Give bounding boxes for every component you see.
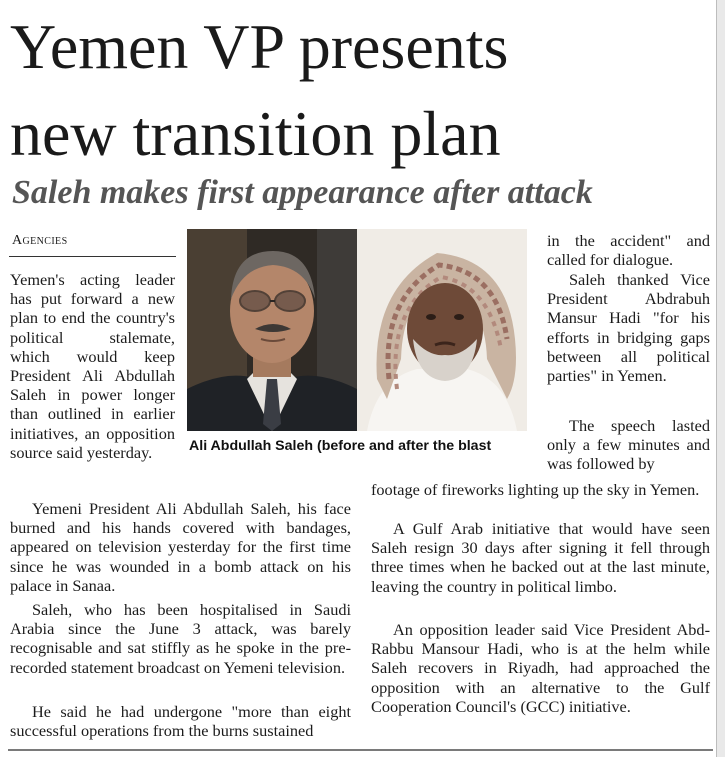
photo-before-blast [187, 229, 357, 431]
byline-rule [9, 256, 176, 257]
paragraph-lead: Yemen's acting leader has put forward a new plan to end the country's political stalemate, which would keep President Ali Abdullah Saleh in power longer than outlined in earlier initiatives, an opposition source said yesterday. [10, 270, 175, 462]
paragraph-gulf-initiative: A Gulf Arab initiative that would have seen Saleh resign 30 days after signing it fell through three times when he backed out at the last minute, leaving the country in political limbo. [371, 519, 710, 596]
headline-line-2: new transition plan [10, 98, 501, 169]
paragraph-continued-quote: in the accident" and called for dialogue. [547, 231, 710, 270]
page-edge [716, 0, 725, 757]
paragraph-hospitalised: Saleh, who has been hospitalised in Saudi Arabia since the June 3 attack, was barely recognisable and sat stiffly as he spoke in the pre-recorded statement broadcast on Yemeni television. [10, 600, 351, 677]
byline: Agencies [12, 233, 68, 248]
headline-line-1: Yemen VP presents [10, 11, 509, 82]
paragraph-speech-lasted: The speech lasted only a few minutes and was followed by [547, 416, 710, 474]
paragraph-saleh-thanked: Saleh thanked Vice President Abdrabuh Mansur Hadi "for his efforts in bridging gaps between all political parties" in Yemen. [547, 270, 710, 386]
bottom-rule [8, 749, 713, 751]
subheadline: Saleh makes first appearance after attack [12, 174, 593, 211]
paragraph-operations: He said he had undergone "more than eight successful operations from the burns sustained [10, 702, 351, 741]
paragraph-opposition-leader: An opposition leader said Vice President Abd-Rabbu Mansour Hadi, who is at the helm while Saleh recovers in Riyadh, had approached the opposition with an alternative to the Gulf Cooperation Council's (GCC) initiative. [371, 620, 710, 716]
paragraph-tv-appearance: Yemeni President Ali Abdullah Saleh, his face burned and his hands covered with bandages, appeared on television yesterday for the first time since he was wounded in a bomb attack on his palace in Sanaa. [10, 499, 351, 595]
photo-after-blast [357, 229, 527, 431]
photo-caption: Ali Abdullah Saleh (before and after the blast [189, 438, 492, 454]
paragraph-fireworks: footage of fireworks lighting up the sky in Yemen. [371, 480, 700, 499]
